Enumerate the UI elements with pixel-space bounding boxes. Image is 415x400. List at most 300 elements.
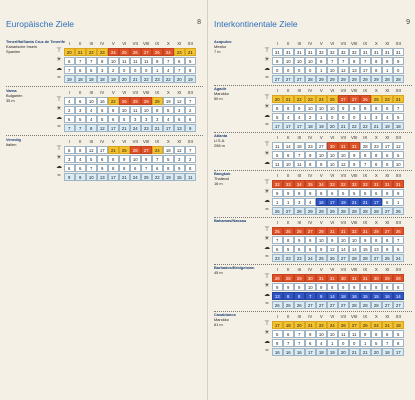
climate-cell: 5 bbox=[163, 155, 174, 163]
climate-row bbox=[262, 121, 404, 130]
climate-cell: 7 bbox=[294, 151, 305, 159]
climate-cell: 4 bbox=[305, 198, 316, 206]
climate-cell: 10 bbox=[338, 151, 349, 159]
month-header: III bbox=[297, 267, 302, 272]
climate-cell: 6 bbox=[152, 164, 163, 172]
climate-cell: 10 bbox=[294, 57, 305, 65]
climate-cell: 28 bbox=[360, 207, 371, 215]
climate-cell: 11 bbox=[272, 142, 283, 150]
climate-row bbox=[262, 291, 404, 300]
climate-cell: 8 bbox=[108, 155, 119, 163]
climate-cell: 29 bbox=[338, 75, 349, 83]
climate-cell: 21 bbox=[130, 75, 141, 83]
climate-row bbox=[262, 235, 404, 244]
climate-cell: 5 bbox=[393, 330, 404, 338]
climate-cell: 20 bbox=[371, 348, 382, 356]
climate-cell: 27 bbox=[338, 301, 349, 309]
climate-cell: 30 bbox=[338, 274, 349, 282]
section-divider bbox=[214, 85, 412, 86]
climate-row bbox=[54, 123, 196, 132]
climate-cell: 28 bbox=[360, 301, 371, 309]
climate-cell: 26 bbox=[294, 301, 305, 309]
climate-cell: 31 bbox=[349, 142, 360, 150]
climate-cell: 25 bbox=[141, 173, 152, 181]
climate-cell: 6 bbox=[108, 115, 119, 123]
month-header: IX bbox=[363, 41, 368, 46]
month-header: I bbox=[276, 220, 278, 225]
climate-cell: 12 bbox=[174, 146, 185, 154]
climate-cell: 26 bbox=[393, 207, 404, 215]
climate-cell: 12 bbox=[338, 160, 349, 168]
climate-cell: 12 bbox=[86, 146, 97, 154]
climate-row bbox=[54, 65, 196, 74]
climate-cell: 8 bbox=[327, 283, 338, 291]
climate-cell: 29 bbox=[130, 97, 141, 105]
month-header: VIII bbox=[351, 220, 358, 225]
climate-cell: 18 bbox=[393, 321, 404, 329]
month-header: III bbox=[297, 88, 302, 93]
climate-cell: 22 bbox=[108, 97, 119, 105]
climate-cell: 27 bbox=[382, 227, 393, 235]
destination-name: Venedig bbox=[6, 137, 21, 142]
climate-cell: 8 bbox=[349, 57, 360, 65]
month-header: VIII bbox=[143, 90, 150, 95]
month-header: VIII bbox=[351, 267, 358, 272]
cloud-rain-icon: ☁ bbox=[56, 115, 62, 121]
climate-cell: 6 bbox=[283, 330, 294, 338]
thermometer-icon: ⊤ bbox=[264, 321, 270, 327]
climate-cell: 18 bbox=[316, 348, 327, 356]
climate-cell: 5 bbox=[360, 189, 371, 197]
climate-cell: 6 bbox=[305, 339, 316, 347]
month-header: IX bbox=[155, 139, 160, 144]
climate-cell: 34 bbox=[294, 180, 305, 188]
climate-cell: 6 bbox=[174, 115, 185, 123]
climate-cell: 22 bbox=[294, 95, 305, 103]
climate-row bbox=[262, 141, 404, 150]
climate-cell: 30 bbox=[305, 274, 316, 282]
climate-cell: 10 bbox=[119, 106, 130, 114]
climate-cell: 8 bbox=[163, 164, 174, 172]
month-header: I bbox=[68, 139, 70, 144]
climate-cell: 29 bbox=[316, 227, 327, 235]
climate-cell: 31 bbox=[393, 180, 404, 188]
climate-cell: 23 bbox=[305, 142, 316, 150]
climate-cell: 19 bbox=[327, 348, 338, 356]
destination-country: Marokko bbox=[214, 90, 229, 96]
climate-cell: 10 bbox=[283, 160, 294, 168]
climate-table bbox=[262, 87, 404, 130]
climate-cell: 7 bbox=[360, 160, 371, 168]
month-header: VI bbox=[122, 139, 127, 144]
climate-cell: 20 bbox=[174, 75, 185, 83]
climate-cell: 7 bbox=[75, 57, 86, 65]
climate-cell: 15 bbox=[371, 292, 382, 300]
climate-row bbox=[262, 188, 404, 197]
climate-cell: 6 bbox=[327, 189, 338, 197]
climate-cell: 32 bbox=[338, 180, 349, 188]
climate-cell: 6 bbox=[305, 245, 316, 253]
month-header: V bbox=[319, 220, 323, 225]
month-header: IX bbox=[155, 41, 160, 46]
climate-row bbox=[262, 244, 404, 253]
climate-row bbox=[262, 103, 404, 112]
climate-cell: 9 bbox=[349, 283, 360, 291]
destination-country: Mexiko bbox=[214, 43, 227, 49]
climate-cell: 25 bbox=[119, 48, 130, 56]
climate-cell: 5 bbox=[86, 66, 97, 74]
cloud-rain-icon: ☁ bbox=[264, 292, 270, 298]
month-header: X bbox=[374, 41, 378, 46]
climate-cell: 0 bbox=[305, 66, 316, 74]
climate-cell: 26 bbox=[327, 254, 338, 262]
climate-cell: 7 bbox=[185, 146, 196, 154]
climate-cell: 5 bbox=[163, 106, 174, 114]
climate-row bbox=[262, 206, 404, 215]
right-page-header bbox=[214, 19, 410, 31]
climate-cell: 34 bbox=[316, 180, 327, 188]
month-header-row bbox=[54, 138, 196, 145]
climate-cell: 7 bbox=[294, 330, 305, 338]
thermometer-icon: ⊤ bbox=[56, 97, 62, 103]
climate-cell: 27 bbox=[382, 207, 393, 215]
section-divider bbox=[6, 135, 203, 136]
climate-cell: 27 bbox=[141, 146, 152, 154]
climate-cell: 31 bbox=[305, 48, 316, 56]
month-header: XI bbox=[385, 220, 390, 225]
month-header: XI bbox=[177, 90, 182, 95]
climate-cell: 10 bbox=[327, 66, 338, 74]
month-header: II bbox=[287, 314, 290, 319]
climate-cell: 31 bbox=[349, 274, 360, 282]
month-header-row bbox=[262, 266, 404, 273]
climate-cell: 8 bbox=[305, 160, 316, 168]
month-header: III bbox=[297, 220, 302, 225]
climate-cell: 26 bbox=[119, 97, 130, 105]
month-header: X bbox=[374, 135, 378, 140]
climate-cell: 10 bbox=[108, 57, 119, 65]
climate-cell: 8 bbox=[371, 66, 382, 74]
month-header: VII bbox=[340, 41, 346, 46]
month-header: VI bbox=[330, 267, 335, 272]
climate-cell: 28 bbox=[305, 75, 316, 83]
climate-row bbox=[54, 145, 196, 154]
climate-cell: 19 bbox=[64, 75, 75, 83]
month-header: II bbox=[287, 135, 290, 140]
climate-cell: 9 bbox=[316, 292, 327, 300]
climate-cell: 10 bbox=[316, 104, 327, 112]
climate-table bbox=[262, 266, 404, 309]
destination-name: Varna bbox=[6, 88, 17, 93]
climate-cell: 20 bbox=[338, 348, 349, 356]
climate-cell: 7 bbox=[75, 124, 86, 132]
climate-cell: 24 bbox=[130, 124, 141, 132]
month-header: III bbox=[297, 314, 302, 319]
climate-cell: 30 bbox=[371, 274, 382, 282]
climate-cell: 28 bbox=[349, 207, 360, 215]
climate-cell: 24 bbox=[130, 173, 141, 181]
climate-cell: 10 bbox=[130, 155, 141, 163]
climate-cell: 21 bbox=[185, 48, 196, 56]
climate-cell: 8 bbox=[283, 104, 294, 112]
climate-cell: 3 bbox=[174, 155, 185, 163]
climate-cell: 9 bbox=[338, 104, 349, 112]
climate-cell: 3 bbox=[152, 115, 163, 123]
climate-cell: 25 bbox=[119, 146, 130, 154]
climate-cell: 8 bbox=[152, 106, 163, 114]
climate-cell: 9 bbox=[305, 236, 316, 244]
climate-cell: 30 bbox=[327, 142, 338, 150]
climate-cell: 17 bbox=[283, 122, 294, 130]
month-header: X bbox=[374, 314, 378, 319]
climate-cell: 27 bbox=[316, 301, 327, 309]
month-header: V bbox=[319, 88, 323, 93]
climate-cell: 10 bbox=[86, 97, 97, 105]
climate-cell: 27 bbox=[349, 95, 360, 103]
climate-cell: 7 bbox=[283, 339, 294, 347]
climate-row bbox=[54, 56, 196, 65]
climate-cell: 21 bbox=[349, 348, 360, 356]
climate-cell: 25 bbox=[327, 95, 338, 103]
cloud-rain-icon: ☁ bbox=[264, 66, 270, 72]
climate-cell: 3 bbox=[371, 113, 382, 121]
month-header: V bbox=[111, 139, 115, 144]
climate-cell: 0 bbox=[119, 66, 130, 74]
climate-cell: 19 bbox=[338, 198, 349, 206]
climate-cell: 9 bbox=[338, 283, 349, 291]
month-header: VIII bbox=[351, 41, 358, 46]
climate-cell: 17 bbox=[360, 66, 371, 74]
climate-cell: 27 bbox=[327, 301, 338, 309]
month-header-row bbox=[262, 134, 404, 141]
climate-cell: 25 bbox=[382, 254, 393, 262]
climate-cell: 7 bbox=[360, 57, 371, 65]
climate-cell: 9 bbox=[64, 173, 75, 181]
month-header: XI bbox=[385, 267, 390, 272]
destination-name: Bahamas/Nassau bbox=[214, 218, 247, 223]
climate-cell: 8 bbox=[371, 330, 382, 338]
climate-row bbox=[54, 172, 196, 181]
climate-cell: 18 bbox=[283, 321, 294, 329]
water-temperature-icon: ≈ bbox=[265, 75, 269, 81]
month-header: V bbox=[111, 41, 115, 46]
month-header: XI bbox=[385, 173, 390, 178]
month-header: IX bbox=[363, 135, 368, 140]
climate-cell: 18 bbox=[163, 146, 174, 154]
destination-name: Barbados/Bridgetown bbox=[214, 265, 255, 270]
destination-label bbox=[214, 172, 260, 186]
climate-cell: 31 bbox=[327, 227, 338, 235]
climate-cell: 18 bbox=[393, 122, 404, 130]
climate-cell: 5 bbox=[97, 115, 108, 123]
climate-cell: 13 bbox=[371, 245, 382, 253]
thermometer-icon: ⊤ bbox=[56, 48, 62, 54]
climate-cell: 29 bbox=[382, 274, 393, 282]
climate-cell: 22 bbox=[316, 321, 327, 329]
climate-cell: 25 bbox=[272, 227, 283, 235]
climate-cell: 8 bbox=[371, 104, 382, 112]
climate-cell: 20 bbox=[294, 321, 305, 329]
climate-row bbox=[262, 179, 404, 188]
water-temperature-icon: ≈ bbox=[265, 348, 269, 354]
climate-cell: 17 bbox=[272, 122, 283, 130]
climate-cell: 7 bbox=[393, 104, 404, 112]
month-header: VII bbox=[132, 90, 138, 95]
climate-cell: 24 bbox=[393, 254, 404, 262]
climate-cell: 21 bbox=[305, 321, 316, 329]
climate-row bbox=[262, 226, 404, 235]
climate-cell: 17 bbox=[371, 198, 382, 206]
climate-cell: 8 bbox=[272, 339, 283, 347]
climate-cell: 26 bbox=[294, 227, 305, 235]
climate-cell: 23 bbox=[283, 254, 294, 262]
month-header: XI bbox=[385, 88, 390, 93]
climate-cell: 7 bbox=[64, 66, 75, 74]
climate-row bbox=[262, 282, 404, 291]
destination-altitude: 35 m bbox=[6, 97, 15, 103]
climate-cell: 17 bbox=[393, 348, 404, 356]
destination-label bbox=[214, 219, 260, 224]
climate-cell: 7 bbox=[174, 66, 185, 74]
climate-cell: 6 bbox=[393, 245, 404, 253]
climate-cell: 18 bbox=[305, 122, 316, 130]
climate-cell: 26 bbox=[130, 48, 141, 56]
destination-altitude: 45 m bbox=[214, 269, 223, 275]
climate-cell: 31 bbox=[283, 48, 294, 56]
climate-cell: 26 bbox=[283, 301, 294, 309]
climate-cell: 4 bbox=[283, 113, 294, 121]
sun-icon: ☀ bbox=[264, 283, 270, 289]
climate-cell: 9 bbox=[294, 104, 305, 112]
climate-cell: 21 bbox=[119, 173, 130, 181]
climate-cell: 0 bbox=[327, 113, 338, 121]
destination-name: Atlanta bbox=[214, 133, 228, 138]
climate-cell: 18 bbox=[75, 75, 86, 83]
climate-row bbox=[54, 114, 196, 123]
climate-table bbox=[54, 89, 196, 132]
month-header: XI bbox=[385, 41, 390, 46]
climate-cell: 10 bbox=[316, 151, 327, 159]
climate-cell: 8 bbox=[382, 236, 393, 244]
climate-cell: 5 bbox=[371, 339, 382, 347]
climate-cell: 22 bbox=[163, 75, 174, 83]
month-header: IX bbox=[363, 314, 368, 319]
climate-cell: 19 bbox=[108, 75, 119, 83]
destination-label bbox=[214, 134, 260, 148]
month-header: XII bbox=[187, 139, 193, 144]
cloud-rain-icon: ☁ bbox=[56, 66, 62, 72]
climate-cell: 14 bbox=[393, 292, 404, 300]
month-header: IV bbox=[308, 220, 313, 225]
climate-cell: 5 bbox=[86, 155, 97, 163]
destination-country: Italien bbox=[6, 141, 17, 147]
climate-cell: 25 bbox=[316, 254, 327, 262]
cloud-rain-icon: ☁ bbox=[264, 198, 270, 204]
month-header: X bbox=[374, 267, 378, 272]
climate-table bbox=[262, 219, 404, 262]
sun-icon: ☀ bbox=[264, 236, 270, 242]
climate-cell: 32 bbox=[349, 48, 360, 56]
climate-cell: 25 bbox=[152, 97, 163, 105]
climate-cell: 3 bbox=[174, 106, 185, 114]
climate-cell: 9 bbox=[272, 283, 283, 291]
climate-cell: 31 bbox=[360, 274, 371, 282]
climate-cell: 9 bbox=[272, 189, 283, 197]
destination-country: Marokko bbox=[214, 316, 229, 322]
climate-cell: 10 bbox=[316, 330, 327, 338]
climate-cell: 28 bbox=[294, 207, 305, 215]
month-header: XII bbox=[187, 41, 193, 46]
climate-row bbox=[54, 105, 196, 114]
destination-label bbox=[214, 40, 260, 54]
climate-cell: 11 bbox=[349, 330, 360, 338]
climate-cell: 5 bbox=[393, 113, 404, 121]
destination-country: Thailand bbox=[214, 175, 229, 181]
climate-cell: 2 bbox=[64, 106, 75, 114]
month-header: VIII bbox=[143, 139, 150, 144]
climate-cell: 16 bbox=[272, 348, 283, 356]
climate-cell: 6 bbox=[64, 164, 75, 172]
climate-cell: 5 bbox=[272, 151, 283, 159]
climate-cell: 24 bbox=[327, 321, 338, 329]
month-header: IX bbox=[155, 90, 160, 95]
climate-row bbox=[54, 96, 196, 105]
climate-cell: 9 bbox=[327, 236, 338, 244]
climate-cell: 9 bbox=[97, 164, 108, 172]
destination-country: U.S.A. bbox=[214, 137, 226, 143]
climate-cell: 27 bbox=[393, 301, 404, 309]
climate-cell: 27 bbox=[316, 142, 327, 150]
sun-icon: ☀ bbox=[264, 57, 270, 63]
climate-cell: 7 bbox=[305, 292, 316, 300]
climate-cell: 29 bbox=[316, 75, 327, 83]
climate-cell: 32 bbox=[316, 48, 327, 56]
climate-cell: 21 bbox=[152, 124, 163, 132]
month-header: IV bbox=[308, 314, 313, 319]
climate-cell: 10 bbox=[305, 283, 316, 291]
month-header: IV bbox=[308, 88, 313, 93]
climate-cell: 4 bbox=[86, 106, 97, 114]
climate-cell: 12 bbox=[393, 142, 404, 150]
cloud-rain-icon: ☁ bbox=[264, 245, 270, 251]
month-header: XII bbox=[395, 220, 401, 225]
climate-cell: 21 bbox=[360, 348, 371, 356]
climate-cell: 24 bbox=[316, 95, 327, 103]
thermometer-icon: ⊤ bbox=[56, 146, 62, 152]
climate-cell: 17 bbox=[327, 198, 338, 206]
section-divider bbox=[214, 132, 412, 133]
thermometer-icon: ⊤ bbox=[264, 227, 270, 233]
month-header: VI bbox=[330, 88, 335, 93]
climate-cell: 31 bbox=[338, 142, 349, 150]
cloud-rain-icon: ☁ bbox=[264, 339, 270, 345]
climate-cell: 15 bbox=[360, 292, 371, 300]
climate-cell: 11 bbox=[119, 57, 130, 65]
climate-cell: 16 bbox=[97, 97, 108, 105]
month-header: XII bbox=[395, 173, 401, 178]
climate-cell: 17 bbox=[163, 124, 174, 132]
right-page bbox=[207, 0, 415, 400]
climate-cell: 32 bbox=[272, 180, 283, 188]
climate-cell: 31 bbox=[371, 180, 382, 188]
climate-cell: 3 bbox=[141, 115, 152, 123]
page-number: 9 bbox=[406, 19, 410, 26]
climate-cell: 17 bbox=[382, 142, 393, 150]
climate-row bbox=[262, 253, 404, 262]
sun-icon: ☀ bbox=[56, 155, 62, 161]
month-header: I bbox=[276, 41, 278, 46]
climate-cell: 8 bbox=[272, 104, 283, 112]
